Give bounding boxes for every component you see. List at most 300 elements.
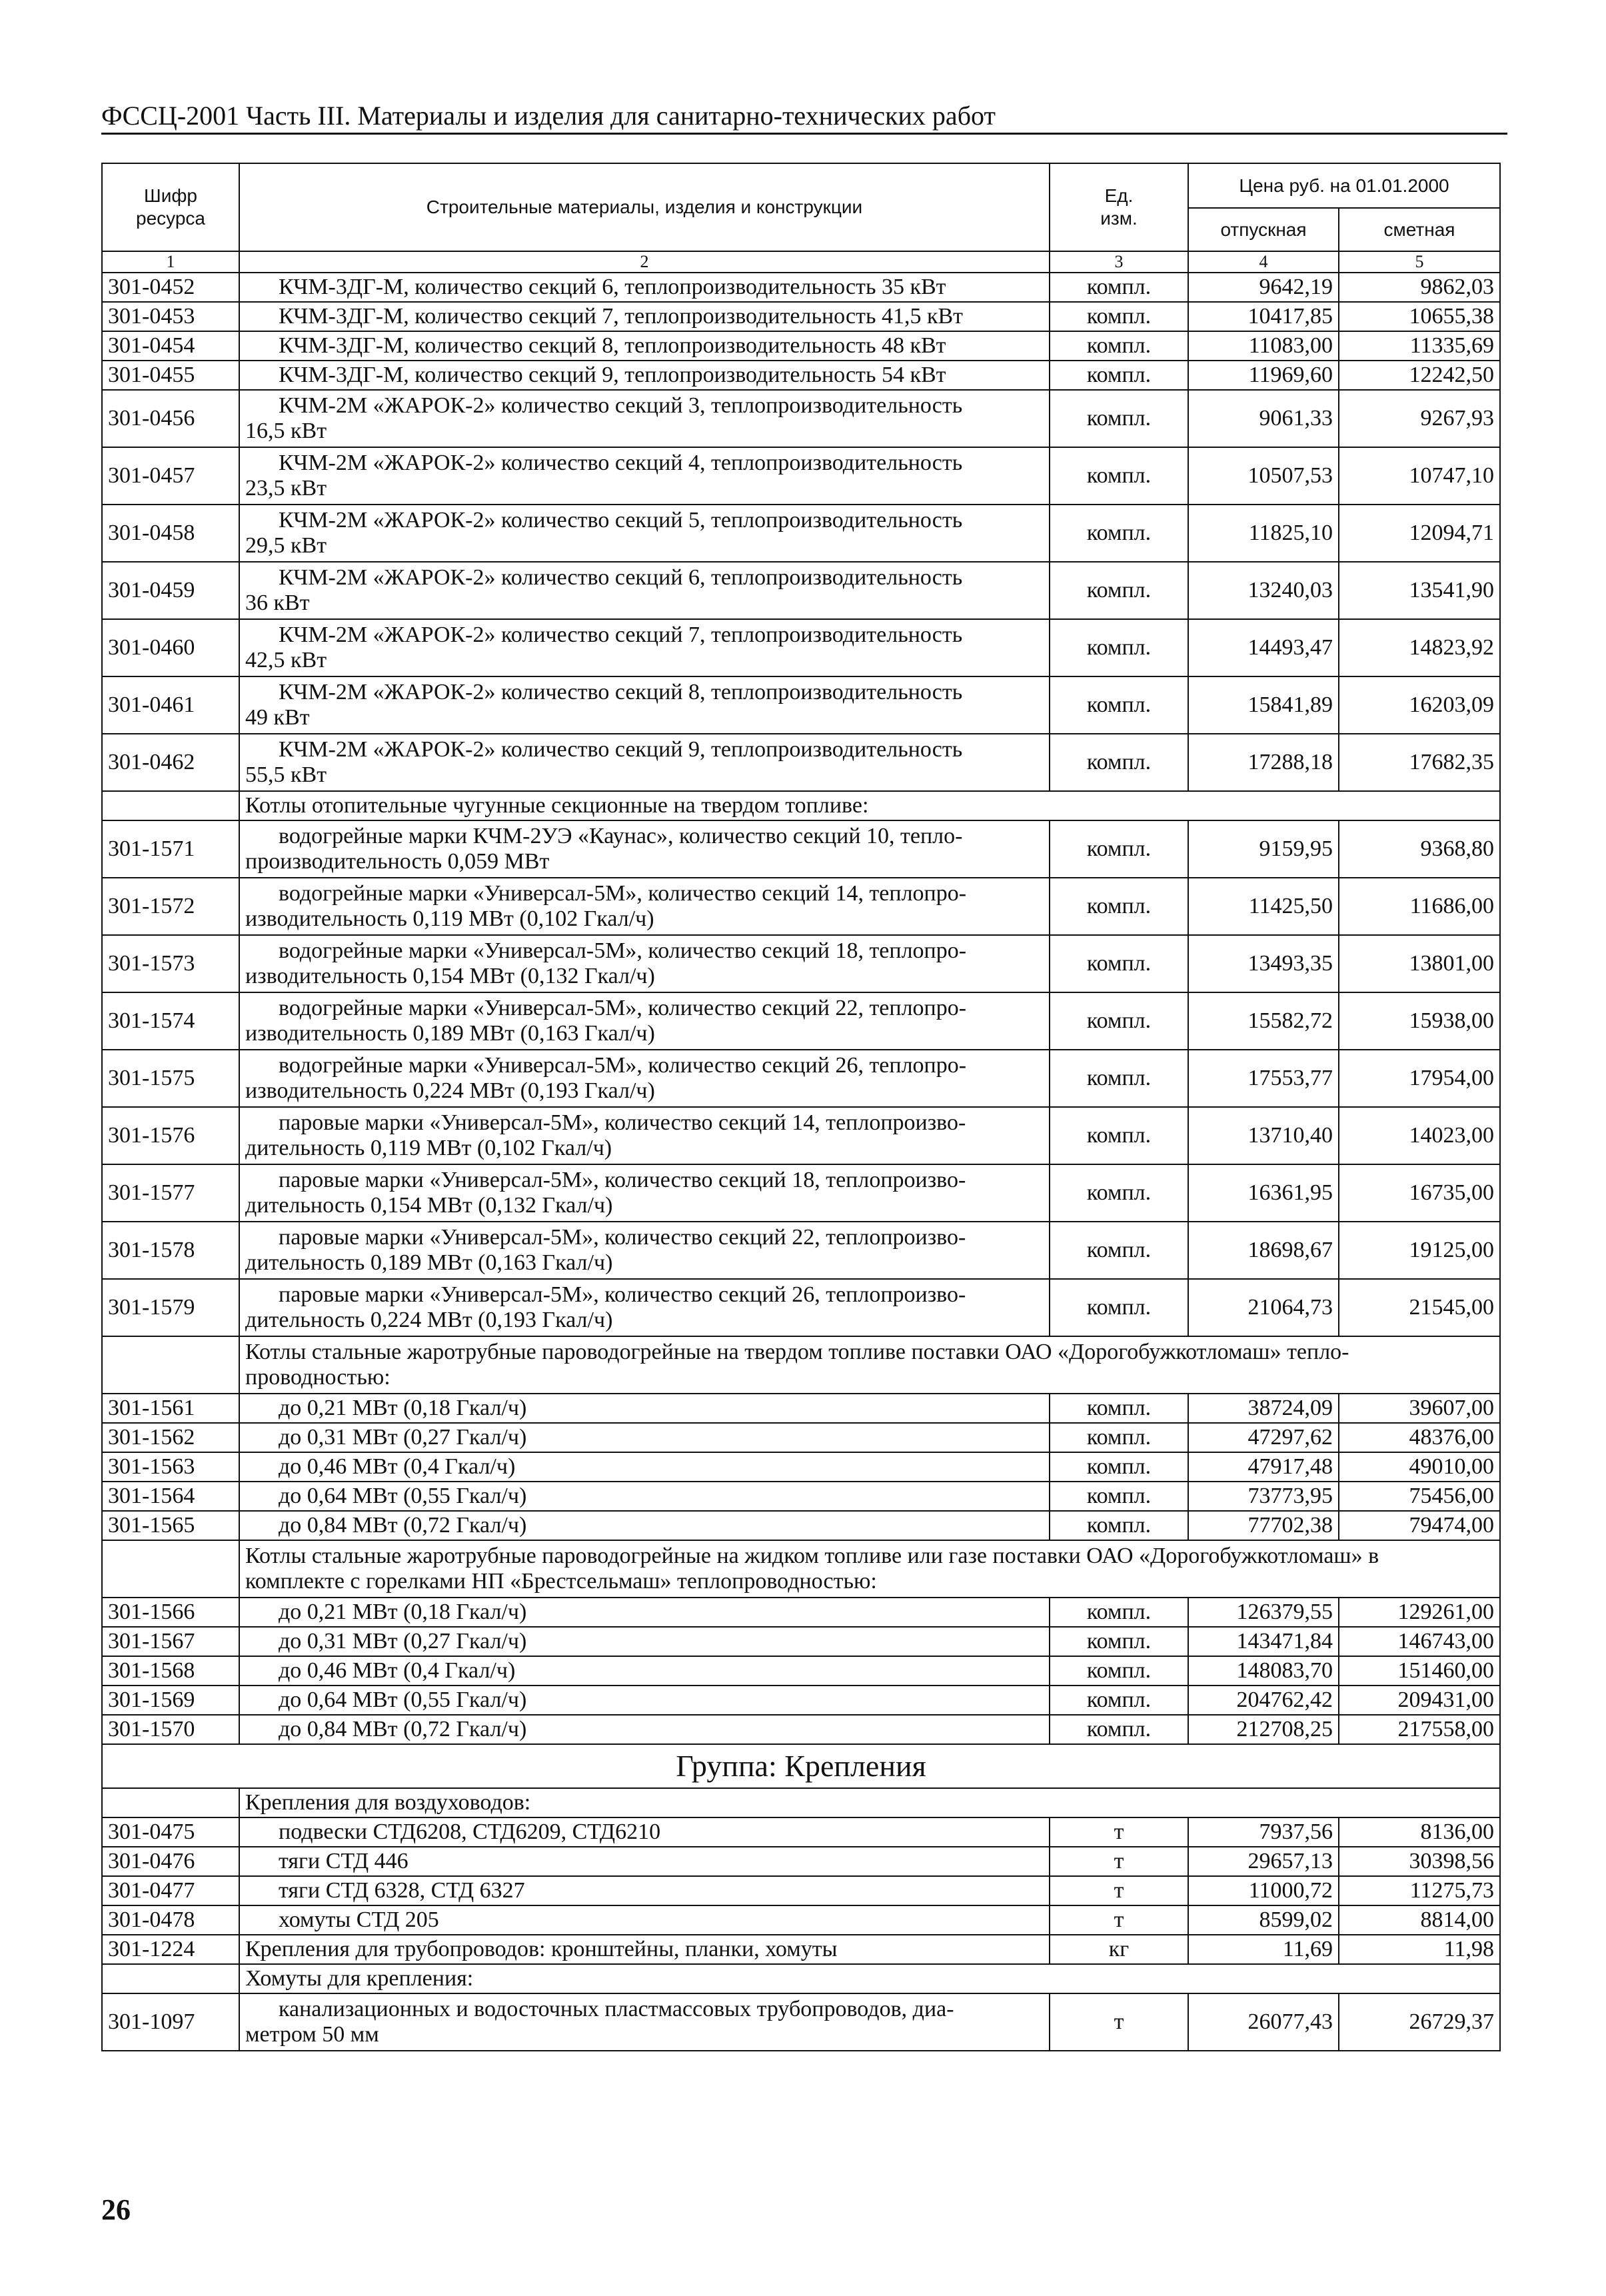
description-line: дительность 0,224 МВт (0,193 Гкал/ч) <box>245 1308 613 1332</box>
table-row <box>102 1817 1500 1847</box>
header-release-price: отпускная <box>1188 208 1339 251</box>
release-price: 15582,72 <box>1188 992 1339 1050</box>
item-description <box>239 302 1050 331</box>
estimate-price: 10655,38 <box>1339 302 1500 331</box>
unit-of-measure: компл. <box>1050 1107 1188 1164</box>
table-row <box>102 1847 1500 1876</box>
estimate-price: 11275,73 <box>1339 1876 1500 1905</box>
resource-code: 301-1563 <box>102 1452 239 1482</box>
resource-code: 301-1572 <box>102 878 239 935</box>
resource-code: 301-0460 <box>102 619 239 676</box>
unit-of-measure: компл. <box>1050 1686 1188 1715</box>
estimate-price: 13541,90 <box>1339 562 1500 619</box>
column-number: 2 <box>239 251 1050 273</box>
description-line: 29,5 кВт <box>245 533 327 558</box>
column-number: 3 <box>1050 251 1188 273</box>
estimate-price: 12242,50 <box>1339 361 1500 390</box>
section-heading-line: проводностью: <box>245 1365 391 1390</box>
table-row <box>102 1686 1500 1715</box>
item-description <box>239 1935 1050 1964</box>
section-row <box>102 791 1500 820</box>
description-line: паровые марки «Универсал-5М», количество секций 26, теплопроизво- <box>279 1282 966 1307</box>
release-price: 126379,55 <box>1188 1598 1339 1627</box>
unit-of-measure: т <box>1050 1817 1188 1847</box>
item-description <box>239 331 1050 361</box>
estimate-price: 14823,92 <box>1339 619 1500 676</box>
item-description <box>239 361 1050 390</box>
table-row <box>102 1935 1500 1964</box>
description-line: 36 кВт <box>245 590 310 615</box>
resource-code: 301-0457 <box>102 447 239 505</box>
release-price: 143471,84 <box>1188 1627 1339 1656</box>
unit-of-measure: компл. <box>1050 676 1188 734</box>
unit-of-measure: компл. <box>1050 1598 1188 1627</box>
item-description <box>239 820 1050 878</box>
estimate-price: 26729,37 <box>1339 1993 1500 2051</box>
description-line: 55,5 кВт <box>245 762 327 787</box>
unit-of-measure: компл. <box>1050 878 1188 935</box>
item-description <box>239 1598 1050 1627</box>
estimate-price: 129261,00 <box>1339 1598 1500 1627</box>
section-row <box>102 1336 1500 1394</box>
release-price: 38724,09 <box>1188 1394 1339 1423</box>
estimate-price: 16203,09 <box>1339 676 1500 734</box>
resource-code: 301-1574 <box>102 992 239 1050</box>
item-description <box>239 1876 1050 1905</box>
description-line: подвески СТД6208, СТД6209, СТД6210 <box>279 1819 661 1844</box>
release-price: 17553,77 <box>1188 1050 1339 1107</box>
resource-code: 301-0456 <box>102 390 239 447</box>
header-unit: Ед. изм. <box>1050 163 1188 251</box>
resource-code: 301-1575 <box>102 1050 239 1107</box>
estimate-price: 11335,69 <box>1339 331 1500 361</box>
table-row <box>102 505 1500 562</box>
release-price: 14493,47 <box>1188 619 1339 676</box>
description-line: 42,5 кВт <box>245 648 327 672</box>
description-line: КЧМ-3ДГ-М, количество секций 7, теплопроизводительность 41,5 кВт <box>279 304 964 329</box>
estimate-price: 12094,71 <box>1339 505 1500 562</box>
table-row <box>102 878 1500 935</box>
item-description <box>239 1222 1050 1279</box>
item-description <box>239 273 1050 302</box>
unit-of-measure: компл. <box>1050 1423 1188 1452</box>
estimate-price: 30398,56 <box>1339 1847 1500 1876</box>
resource-code: 301-0452 <box>102 273 239 302</box>
table-row <box>102 1107 1500 1164</box>
release-price: 77702,38 <box>1188 1511 1339 1540</box>
unit-of-measure: компл. <box>1050 1222 1188 1279</box>
description-line: изводительность 0,189 МВт (0,163 Гкал/ч) <box>245 1021 655 1046</box>
description-line: КЧМ-2М «ЖАРОК-2» количество секций 4, теплопроизводительность <box>279 451 963 475</box>
empty-cell <box>102 1540 239 1598</box>
estimate-price: 13801,00 <box>1339 935 1500 992</box>
release-price: 10417,85 <box>1188 302 1339 331</box>
description-line: до 0,84 МВт (0,72 Гкал/ч) <box>279 1513 527 1538</box>
unit-of-measure: т <box>1050 1847 1188 1876</box>
table-row <box>102 820 1500 878</box>
running-header: ФССЦ-2001 Часть III. Материалы и изделия для санитарно-технических работ <box>101 100 1507 135</box>
item-description <box>239 1279 1050 1336</box>
empty-cell <box>102 1336 239 1394</box>
description-line: паровые марки «Универсал-5М», количество секций 18, теплопроизво- <box>279 1168 966 1192</box>
unit-of-measure: компл. <box>1050 273 1188 302</box>
item-description <box>239 992 1050 1050</box>
release-price: 16361,95 <box>1188 1164 1339 1222</box>
description-line: до 0,31 МВт (0,27 Гкал/ч) <box>279 1629 527 1654</box>
unit-of-measure: компл. <box>1050 1164 1188 1222</box>
estimate-price: 49010,00 <box>1339 1452 1500 1482</box>
release-price: 29657,13 <box>1188 1847 1339 1876</box>
release-price: 10507,53 <box>1188 447 1339 505</box>
resource-code: 301-1578 <box>102 1222 239 1279</box>
resource-code: 301-0454 <box>102 331 239 361</box>
item-description <box>239 1627 1050 1656</box>
description-line: КЧМ-2М «ЖАРОК-2» количество секций 5, теплопроизводительность <box>279 508 963 533</box>
resource-code: 301-1564 <box>102 1482 239 1511</box>
estimate-price: 9368,80 <box>1339 820 1500 878</box>
description-line: до 0,21 МВт (0,18 Гкал/ч) <box>279 1600 527 1624</box>
resource-code: 301-0475 <box>102 1817 239 1847</box>
header-code: Шифр ресурса <box>102 163 239 251</box>
unit-of-measure: компл. <box>1050 505 1188 562</box>
resource-code: 301-1577 <box>102 1164 239 1222</box>
item-description <box>239 1715 1050 1744</box>
description-line: метром 50 мм <box>245 2022 379 2047</box>
unit-of-measure: компл. <box>1050 1627 1188 1656</box>
description-line: тяги СТД 6328, СТД 6327 <box>279 1878 525 1903</box>
table-row <box>102 1452 1500 1482</box>
description-line: водогрейные марки «Универсал-5М», количество секций 14, теплопро- <box>279 881 967 906</box>
item-description <box>239 1686 1050 1715</box>
unit-of-measure: компл. <box>1050 562 1188 619</box>
description-line: КЧМ-2М «ЖАРОК-2» количество секций 3, теплопроизводительность <box>279 393 963 418</box>
unit-of-measure: компл. <box>1050 1511 1188 1540</box>
description-line: до 0,46 МВт (0,4 Гкал/ч) <box>279 1454 516 1479</box>
item-description <box>239 1656 1050 1686</box>
table-row <box>102 1482 1500 1511</box>
item-description <box>239 1905 1050 1935</box>
table-row <box>102 1222 1500 1279</box>
section-heading <box>239 1336 1500 1394</box>
resource-code: 301-0455 <box>102 361 239 390</box>
table-row <box>102 331 1500 361</box>
description-line: до 0,84 МВт (0,72 Гкал/ч) <box>279 1717 527 1741</box>
description-line: КЧМ-2М «ЖАРОК-2» количество секций 9, теплопроизводительность <box>279 737 963 762</box>
item-description <box>239 878 1050 935</box>
section-row <box>102 1788 1500 1817</box>
description-line: 23,5 кВт <box>245 476 327 501</box>
item-description <box>239 562 1050 619</box>
resource-code: 301-0477 <box>102 1876 239 1905</box>
resource-code: 301-1566 <box>102 1598 239 1627</box>
table-row <box>102 1993 1500 2051</box>
release-price: 26077,43 <box>1188 1993 1339 2051</box>
table-row <box>102 390 1500 447</box>
section-heading-line: Котлы отопительные чугунные секционные на твердом топливе: <box>245 793 869 818</box>
estimate-price: 75456,00 <box>1339 1482 1500 1511</box>
resource-code: 301-0458 <box>102 505 239 562</box>
release-price: 148083,70 <box>1188 1656 1339 1686</box>
item-description <box>239 1423 1050 1452</box>
unit-of-measure: компл. <box>1050 734 1188 791</box>
table-row <box>102 302 1500 331</box>
column-number: 5 <box>1339 251 1500 273</box>
item-description <box>239 1511 1050 1540</box>
header-name: Строительные материалы, изделия и конструкции <box>239 163 1050 251</box>
unit-of-measure: кг <box>1050 1935 1188 1964</box>
release-price: 47917,48 <box>1188 1452 1339 1482</box>
table-row <box>102 1511 1500 1540</box>
item-description <box>239 1482 1050 1511</box>
resource-code: 301-0462 <box>102 734 239 791</box>
unit-of-measure: компл. <box>1050 1482 1188 1511</box>
estimate-price: 9267,93 <box>1339 390 1500 447</box>
unit-of-measure: компл. <box>1050 447 1188 505</box>
release-price: 18698,67 <box>1188 1222 1339 1279</box>
unit-of-measure: компл. <box>1050 1656 1188 1686</box>
description-line: дительность 0,154 МВт (0,132 Гкал/ч) <box>245 1193 613 1218</box>
description-line: изводительность 0,119 МВт (0,102 Гкал/ч) <box>245 906 654 931</box>
item-description <box>239 1050 1050 1107</box>
unit-of-measure: компл. <box>1050 1050 1188 1107</box>
resource-code: 301-1561 <box>102 1394 239 1423</box>
table-row <box>102 273 1500 302</box>
description-line: производительность 0,059 МВт <box>245 849 550 874</box>
release-price: 15841,89 <box>1188 676 1339 734</box>
description-line: дительность 0,119 МВт (0,102 Гкал/ч) <box>245 1136 612 1160</box>
estimate-price: 15938,00 <box>1339 992 1500 1050</box>
table-row <box>102 1164 1500 1222</box>
item-description <box>239 1394 1050 1423</box>
release-price: 11425,50 <box>1188 878 1339 935</box>
description-line: до 0,64 МВт (0,55 Гкал/ч) <box>279 1688 527 1712</box>
table-row <box>102 734 1500 791</box>
resource-code: 301-0453 <box>102 302 239 331</box>
section-heading <box>239 791 1500 820</box>
release-price: 11825,10 <box>1188 505 1339 562</box>
estimate-price: 10747,10 <box>1339 447 1500 505</box>
description-line: 49 кВт <box>245 705 310 730</box>
resource-code: 301-1573 <box>102 935 239 992</box>
description-line: Крепления для трубопроводов: кронштейны, планки, хомуты <box>245 1937 838 1961</box>
resource-code: 301-1565 <box>102 1511 239 1540</box>
unit-of-measure: т <box>1050 1993 1188 2051</box>
table-row <box>102 447 1500 505</box>
resource-code: 301-1570 <box>102 1715 239 1744</box>
estimate-price: 217558,00 <box>1339 1715 1500 1744</box>
resource-code: 301-1097 <box>102 1993 239 2051</box>
item-description <box>239 676 1050 734</box>
resource-code: 301-1571 <box>102 820 239 878</box>
table-row <box>102 1627 1500 1656</box>
table-row <box>102 992 1500 1050</box>
estimate-price: 209431,00 <box>1339 1686 1500 1715</box>
resource-code: 301-1579 <box>102 1279 239 1336</box>
table-row <box>102 562 1500 619</box>
empty-cell <box>102 1788 239 1817</box>
column-number: 4 <box>1188 251 1339 273</box>
release-price: 11000,72 <box>1188 1876 1339 1905</box>
table-row <box>102 1715 1500 1744</box>
section-heading-line: комплекте с горелками НП «Брестсельмаш» теплопроводностью: <box>245 1569 877 1594</box>
description-line: до 0,64 МВт (0,55 Гкал/ч) <box>279 1484 527 1508</box>
description-line: хомуты СТД 205 <box>279 1907 439 1932</box>
estimate-price: 9862,03 <box>1339 273 1500 302</box>
release-price: 11083,00 <box>1188 331 1339 361</box>
table-row <box>102 1050 1500 1107</box>
release-price: 17288,18 <box>1188 734 1339 791</box>
table-row <box>102 1394 1500 1423</box>
section-heading-line: Котлы стальные жаротрубные пароводогрейные на жидком топливе или газе поставки ОАО «Дорогобужкотломаш» в <box>245 1544 1379 1568</box>
description-line: канализационных и водосточных пластмассовых трубопроводов, диа- <box>279 1997 954 2021</box>
unit-of-measure: компл. <box>1050 302 1188 331</box>
estimate-price: 11686,00 <box>1339 878 1500 935</box>
table-row <box>102 1423 1500 1452</box>
estimate-price: 151460,00 <box>1339 1656 1500 1686</box>
header-estimate-price: сметная <box>1339 208 1500 251</box>
description-line: паровые марки «Универсал-5М», количество секций 14, теплопроизво- <box>279 1110 966 1135</box>
item-description <box>239 1452 1050 1482</box>
estimate-price: 17682,35 <box>1339 734 1500 791</box>
resource-code: 301-0478 <box>102 1905 239 1935</box>
release-price: 9061,33 <box>1188 390 1339 447</box>
column-number: 1 <box>102 251 239 273</box>
release-price: 9642,19 <box>1188 273 1339 302</box>
section-heading <box>239 1788 1500 1817</box>
section-row <box>102 1964 1500 1993</box>
table-row <box>102 1656 1500 1686</box>
description-line: КЧМ-3ДГ-М, количество секций 9, теплопроизводительность 54 кВт <box>279 363 946 387</box>
release-price: 73773,95 <box>1188 1482 1339 1511</box>
section-row <box>102 1540 1500 1598</box>
estimate-price: 8814,00 <box>1339 1905 1500 1935</box>
header-price: Цена руб. на 01.01.2000 <box>1188 163 1500 208</box>
description-line: тяги СТД 446 <box>279 1849 408 1873</box>
unit-of-measure: компл. <box>1050 992 1188 1050</box>
estimate-price: 17954,00 <box>1339 1050 1500 1107</box>
item-description <box>239 1164 1050 1222</box>
item-description <box>239 1993 1050 2051</box>
section-heading-line: Хомуты для крепления: <box>245 1966 474 1991</box>
release-price: 13493,35 <box>1188 935 1339 992</box>
table-row <box>102 619 1500 676</box>
estimate-price: 14023,00 <box>1339 1107 1500 1164</box>
table-row <box>102 676 1500 734</box>
section-heading <box>239 1540 1500 1598</box>
empty-cell <box>102 791 239 820</box>
description-line: изводительность 0,224 МВт (0,193 Гкал/ч) <box>245 1078 655 1103</box>
resource-code: 301-1567 <box>102 1627 239 1656</box>
description-line: водогрейные марки «Универсал-5М», количество секций 18, теплопро- <box>279 938 967 963</box>
unit-of-measure: компл. <box>1050 619 1188 676</box>
resource-code: 301-0476 <box>102 1847 239 1876</box>
item-description <box>239 935 1050 992</box>
section-heading <box>239 1964 1500 1993</box>
resource-code: 301-0459 <box>102 562 239 619</box>
unit-of-measure: т <box>1050 1876 1188 1905</box>
estimate-price: 79474,00 <box>1339 1511 1500 1540</box>
estimate-price: 48376,00 <box>1339 1423 1500 1452</box>
table-row <box>102 1279 1500 1336</box>
estimate-price: 11,98 <box>1339 1935 1500 1964</box>
description-line: изводительность 0,154 МВт (0,132 Гкал/ч) <box>245 964 655 988</box>
unit-of-measure: компл. <box>1050 331 1188 361</box>
resource-code: 301-1569 <box>102 1686 239 1715</box>
release-price: 9159,95 <box>1188 820 1339 878</box>
table-row <box>102 1905 1500 1935</box>
item-description <box>239 447 1050 505</box>
price-table <box>101 163 1501 2051</box>
table-body <box>102 273 1500 2051</box>
release-price: 11969,60 <box>1188 361 1339 390</box>
table-row <box>102 361 1500 390</box>
estimate-price: 39607,00 <box>1339 1394 1500 1423</box>
table-row <box>102 1598 1500 1627</box>
unit-of-measure: компл. <box>1050 935 1188 992</box>
description-line: КЧМ-2М «ЖАРОК-2» количество секций 7, теплопроизводительность <box>279 622 963 647</box>
resource-code: 301-0461 <box>102 676 239 734</box>
estimate-price: 19125,00 <box>1339 1222 1500 1279</box>
estimate-price: 8136,00 <box>1339 1817 1500 1847</box>
table-row <box>102 935 1500 992</box>
description-line: дительность 0,189 МВт (0,163 Гкал/ч) <box>245 1250 613 1275</box>
release-price: 8599,02 <box>1188 1905 1339 1935</box>
description-line: КЧМ-2М «ЖАРОК-2» количество секций 8, теплопроизводительность <box>279 680 963 704</box>
description-line: до 0,46 МВт (0,4 Гкал/ч) <box>279 1658 516 1683</box>
release-price: 212708,25 <box>1188 1715 1339 1744</box>
release-price: 13710,40 <box>1188 1107 1339 1164</box>
group-heading: Группа: Крепления <box>102 1744 1500 1788</box>
resource-code: 301-1224 <box>102 1935 239 1964</box>
unit-of-measure: компл. <box>1050 1452 1188 1482</box>
item-description <box>239 1847 1050 1876</box>
description-line: 16,5 кВт <box>245 419 327 443</box>
unit-of-measure: компл. <box>1050 1715 1188 1744</box>
release-price: 47297,62 <box>1188 1423 1339 1452</box>
release-price: 21064,73 <box>1188 1279 1339 1336</box>
item-description <box>239 619 1050 676</box>
page-number: 26 <box>101 2193 131 2226</box>
resource-code: 301-1562 <box>102 1423 239 1452</box>
unit-of-measure: компл. <box>1050 361 1188 390</box>
unit-of-measure: т <box>1050 1905 1188 1935</box>
description-line: до 0,31 МВт (0,27 Гкал/ч) <box>279 1425 527 1450</box>
item-description <box>239 1107 1050 1164</box>
section-heading-line: Крепления для воздуховодов: <box>245 1790 531 1815</box>
item-description <box>239 1817 1050 1847</box>
unit-of-measure: компл. <box>1050 1279 1188 1336</box>
release-price: 11,69 <box>1188 1935 1339 1964</box>
release-price: 13240,03 <box>1188 562 1339 619</box>
unit-of-measure: компл. <box>1050 390 1188 447</box>
resource-code: 301-1576 <box>102 1107 239 1164</box>
release-price: 204762,42 <box>1188 1686 1339 1715</box>
description-line: КЧМ-3ДГ-М, количество секций 8, теплопроизводительность 48 кВт <box>279 333 946 358</box>
description-line: КЧМ-3ДГ-М, количество секций 6, теплопроизводительность 35 кВт <box>279 275 946 299</box>
description-line: водогрейные марки КЧМ-2УЭ «Каунас», количество секций 10, тепло- <box>279 824 963 848</box>
table-row <box>102 1876 1500 1905</box>
description-line: паровые марки «Универсал-5М», количество секций 22, теплопроизво- <box>279 1225 966 1250</box>
item-description <box>239 390 1050 447</box>
description-line: до 0,21 МВт (0,18 Гкал/ч) <box>279 1396 527 1420</box>
unit-of-measure: компл. <box>1050 820 1188 878</box>
empty-cell <box>102 1964 239 1993</box>
estimate-price: 16735,00 <box>1339 1164 1500 1222</box>
section-heading-line: Котлы стальные жаротрубные пароводогрейные на твердом топливе поставки ОАО «Дорогобужкотломаш» тепло- <box>245 1340 1349 1364</box>
item-description <box>239 505 1050 562</box>
description-line: водогрейные марки «Универсал-5М», количество секций 26, теплопро- <box>279 1053 967 1078</box>
resource-code: 301-1568 <box>102 1656 239 1686</box>
